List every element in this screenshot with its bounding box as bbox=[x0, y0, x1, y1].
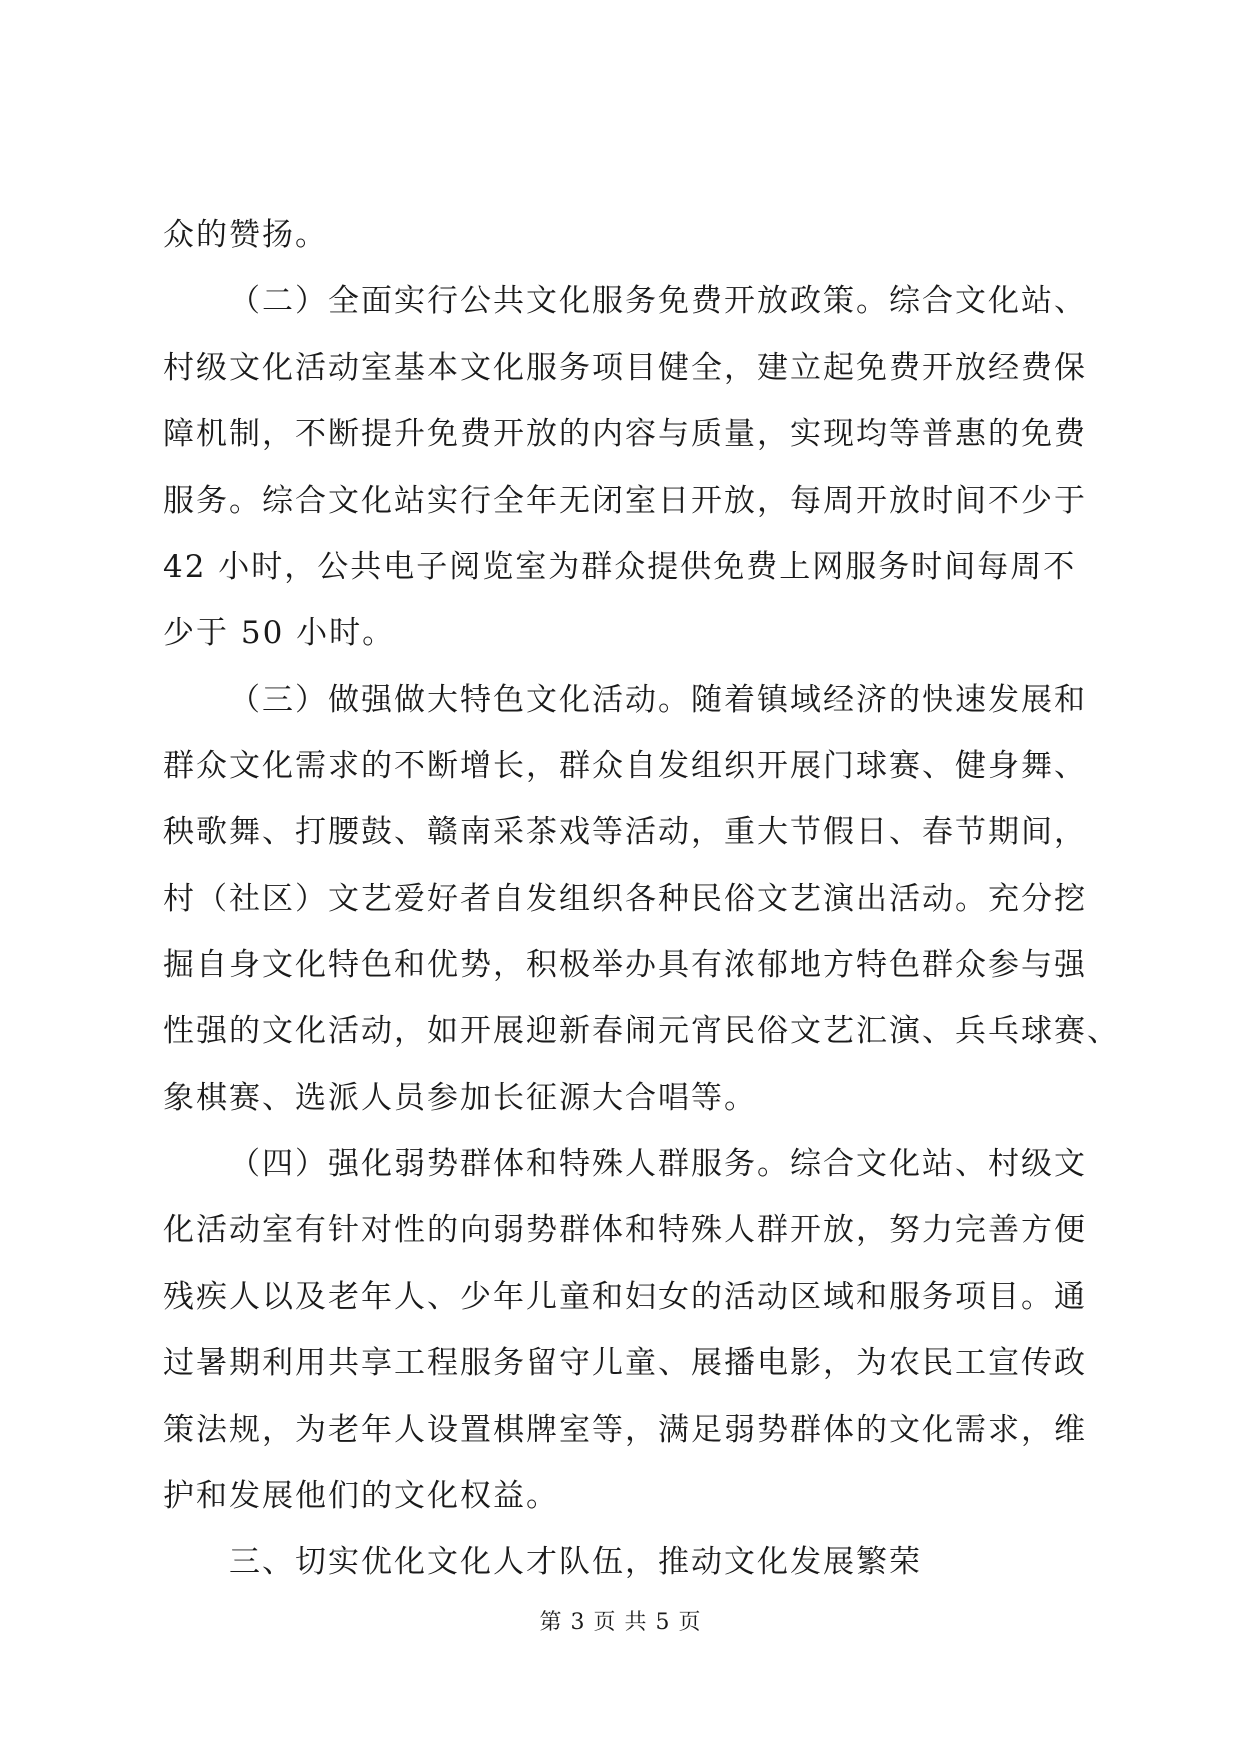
text-line-2: （二）全面实行公共文化服务免费开放政策。综合文化站、 bbox=[229, 283, 1087, 319]
text-line-6: 42 小时，公共电子阅览室为群众提供免费上网服务时间每周不 bbox=[163, 549, 1077, 585]
text-line-13: 性强的文化活动，如开展迎新春闹元宵民俗文艺汇演、兵乓球赛、 bbox=[163, 1013, 1120, 1049]
text-line-14: 象棋赛、选派人员参加长征源大合唱等。 bbox=[163, 1080, 757, 1116]
text-line-9: 群众文化需求的不断增长，群众自发组织开展门球赛、健身舞、 bbox=[163, 748, 1087, 784]
text-line-10: 秧歌舞、打腰鼓、赣南采茶戏等活动，重大节假日、春节期间， bbox=[163, 814, 1087, 850]
text-line-15: （四）强化弱势群体和特殊人群服务。综合文化站、村级文 bbox=[229, 1146, 1087, 1182]
text-line-17: 残疾人以及老年人、少年儿童和妇女的活动区域和服务项目。通 bbox=[163, 1279, 1087, 1315]
section-heading: 三、切实优化文化人才队伍，推动文化发展繁荣 bbox=[229, 1544, 922, 1580]
text-line-3: 村级文化活动室基本文化服务项目健全，建立起免费开放经费保 bbox=[163, 350, 1087, 386]
text-line-4: 障机制，不断提升免费开放的内容与质量，实现均等普惠的免费 bbox=[163, 416, 1087, 452]
text-line-19: 策法规，为老年人设置棋牌室等，满足弱势群体的文化需求，维 bbox=[163, 1412, 1087, 1448]
text-line-11: 村（社区）文艺爱好者自发组织各种民俗文艺演出活动。充分挖 bbox=[163, 881, 1087, 917]
text-line-1: 众的赞扬。 bbox=[163, 217, 328, 253]
text-line-5: 服务。综合文化站实行全年无闭室日开放，每周开放时间不少于 bbox=[163, 483, 1087, 519]
text-line-7: 少于 50 小时。 bbox=[163, 615, 396, 651]
text-line-12: 掘自身文化特色和优势，积极举办具有浓郁地方特色群众参与强 bbox=[163, 947, 1087, 983]
text-line-20: 护和发展他们的文化权益。 bbox=[163, 1478, 559, 1514]
text-line-16: 化活动室有针对性的向弱势群体和特殊人群开放，努力完善方便 bbox=[163, 1212, 1087, 1248]
text-line-18: 过暑期利用共享工程服务留守儿童、展播电影，为农民工宣传政 bbox=[163, 1345, 1087, 1381]
text-line-8: （三）做强做大特色文化活动。随着镇域经济的快速发展和 bbox=[229, 682, 1087, 718]
page-footer: 第 3 页 共 5 页 bbox=[539, 1610, 702, 1635]
